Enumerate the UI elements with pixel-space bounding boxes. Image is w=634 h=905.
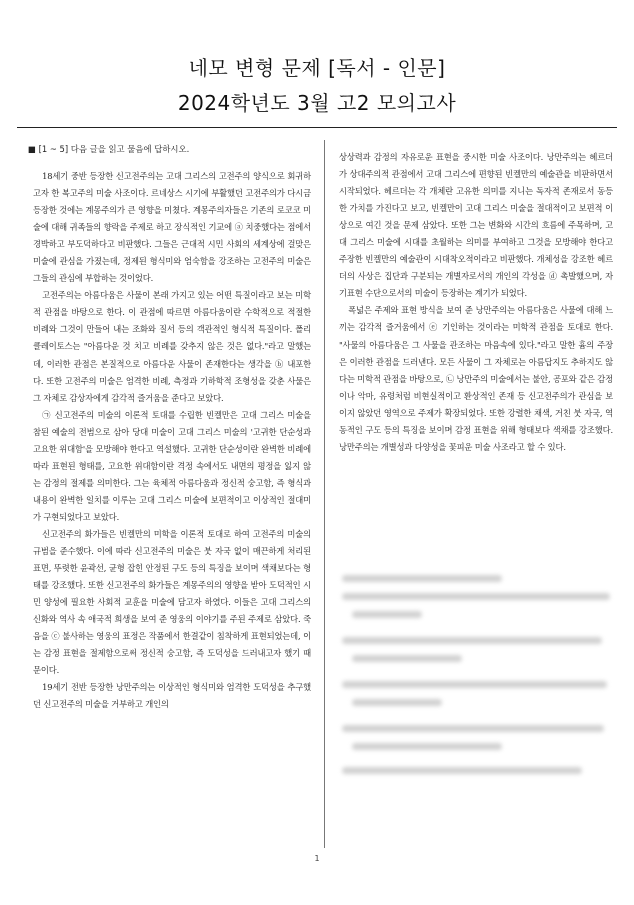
paragraph-1: 18세기 중반 등장한 신고전주의는 고대 그리스의 고전주의 양식으로 회귀하고자 한 복고주의 미술 사조이다. 르네상스 시기에 부활했던 고전주의가 다시금 등장한 것에는 계몽주의가 큰 영향을 미쳤다. 계몽주의자들은 기존의 로코코 미술에 대해 귀족들의 향락을 주제로 하고 장식적인 기교에 ⓐ 치중했다는 점에서 경박하고 부도덕하다고 비판했다. 그들은 근대적 시민 사회의 세계상에 걸맞은 미술에 관심을 가졌는데, 정제된 형식미와 엄숙함을 강조하는 고전주의 미술은 그들의 관심에 부합하는 것이었다. <box>33 171 311 284</box>
blurred-watermark-region <box>338 567 616 787</box>
paragraph-3: ㉠ 신고전주의 미술의 이론적 토대를 수립한 빈켈만은 고대 그리스 미술을 참된 예술의 전범으로 삼아 당대 미술이 고대 그리스 미술의 '고귀한 단순성과 고요한 위대함'을 모방해야 한다고 역설했다. 고귀한 단순성이란 완벽한 비례에 따라 표현된 형태를, 고요한 위대함이란 격정 속에서도 내면의 평정을 잃지 않는 감정의 절제를 의미한다. 그는 육체적 아름다움과 정신적 숭고함, 즉 형식과 내용이 완벽한 일치를 이루는 고대 그리스 미술에 보편적이고 이상적인 절대미가 구현되었다고 보았다. <box>33 409 311 522</box>
paragraph-6: 폭넓은 주제와 표현 방식을 보여 준 낭만주의는 아름다움은 사물에 대해 느끼는 감각적 즐거움에서 ⓔ 기인하는 것이라는 미학적 관점을 토대로 한다. "사물의 아름다움은 그 사물을 관조하는 마음속에 있다."라고 말한 흄의 주장은 이러한 관점을 드러낸다. 모든 사물이 그 자체로는 아름답지도 추하지도 않다는 미학적 관점을 바탕으로, ㉡ 낭만주의 미술에서는 불안, 공포와 같은 감정이나 악마, 유령처럼 비현실적이고 환상적인 존재 등 신고전주의가 관심을 보이지 않았던 영역으로 주제가 확장되었다. 또한 강렬한 채색, 거친 붓 자국, 역동적인 구도 등의 특징을 보이며 감정 표현을 위해 형태보다 색채를 강조했다. 낭만주의는 개별성과 다양성을 꽃피운 미술 사조라고 할 수 있다. <box>339 305 613 452</box>
paragraph-4: 신고전주의 화가들은 빈켈만의 미학을 이론적 토대로 하여 고전주의 미술의 규범을 준수했다. 이에 따라 신고전주의 미술은 붓 자국 없이 매끈하게 처리된 표면, 뚜렷한 윤곽선, 균형 잡힌 안정된 구도 등의 특징을 보이며 색채보다는 형태를 강조했다. 또한 신고전주의 화가들은 계몽주의의 영향을 받아 도덕적인 시민 양성에 필요한 사회적 교훈을 미술에 담고자 하였다. 이들은 고대 그리스의 신화와 역사 속 애국적 희생을 보여 준 영웅의 이야기를 주된 주제로 삼았다. 죽음을 ⓒ 불사하는 영웅의 표정은 작품에서 한결같이 침착하게 표현되었는데, 이는 감정 표현을 절제함으로써 정신적 숭고함, 즉 도덕성을 드러내고자 했기 때문이다. <box>33 528 311 676</box>
header-divider <box>17 127 617 128</box>
doc-subtitle: 2024학년도 3월 고2 모의고사 <box>177 91 457 115</box>
paragraph-5: 19세기 전반 등장한 낭만주의는 이상적인 형식미와 엄격한 도덕성을 추구했던 신고전주의 미술을 거부하고 개인의 <box>33 682 311 710</box>
instruction: ■ [1 ~ 5] 다음 글을 읽고 물음에 답하시오. <box>28 144 190 154</box>
left-column <box>33 168 311 714</box>
paragraph-5-continued: 상상력과 감정의 자유로운 표현을 중시한 미술 사조이다. 낭만주의는 헤르더가 상대주의적 관점에서 고대 그리스에 편향된 빈켈만의 예술관을 비판하면서 시작되었다. 헤르더는 각 개체란 고유한 의미를 지니는 독자적 존재로서 동등한 가치를 가진다고 보고, 빈켈만이 고대 그리스 미술을 절대적이고 보편적 이상으로 여긴 것을 문제 삼았다. 또한 그는 변화와 시간의 흐름에 주목하며, 고대 그리스 미술에 시대를 초월하는 의미를 부여하고 그것을 모방해야 한다고 주장한 빈켈만의 예술관이 시대착오적이라고 비판했다. 개체성을 강조한 헤르더의 사상은 집단과 구분되는 개별자로서의 개인의 각성을 ⓓ 촉발했으며, 자기표현 수단으로서의 미술이 등장하는 계기가 되었다. <box>339 152 613 299</box>
paragraph-2: 고전주의는 아름다움은 사물이 본래 가지고 있는 어떤 특질이라고 보는 미학적 관점을 바탕으로 한다. 이 관점에 따르면 아름다움이란 수학적으로 적절한 비례와 그것이 만들어 내는 조화와 질서 등의 객관적인 형식적 특질이다. 폴리클레이토스는 "아름다운 것 치고 비례를 갖추지 않은 것은 없다."라고 말했는데, 이러한 관점은 본질적으로 아름다운 사물이 존재한다는 생각을 ⓑ 내포한다. 또한 고전주의 미술은 엄격한 비례, 측정과 기하학적 조형성을 갖춘 사물은 그 자체로 감상자에게 감각적 즐거움을 준다고 보았다. <box>33 290 311 403</box>
doc-title: 네모 변형 문제 [독서 - 인문] <box>188 56 446 80</box>
column-divider <box>324 140 325 848</box>
right-column <box>339 149 613 456</box>
page-number: 1 <box>314 854 320 863</box>
